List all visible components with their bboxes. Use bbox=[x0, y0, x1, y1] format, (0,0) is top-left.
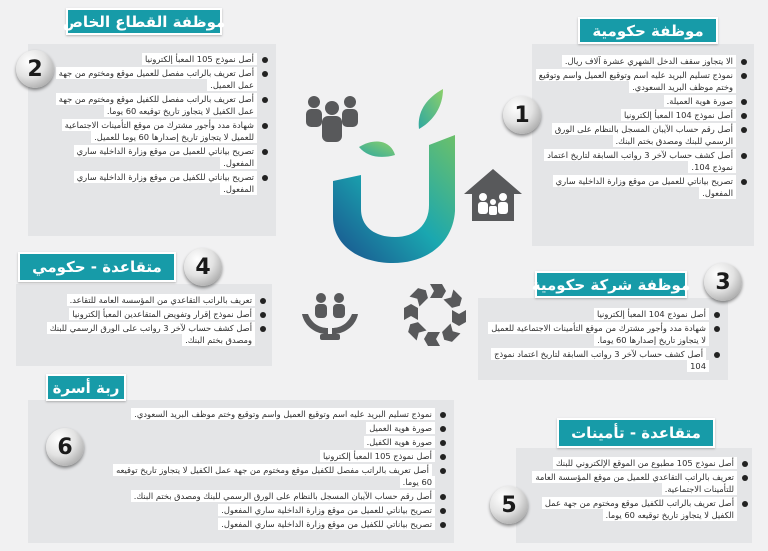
list-item: أصل نموذج 105 المعبأ إلكترونيا bbox=[108, 450, 448, 462]
list-item: الا يتجاوز سقف الدخل الشهري عشرة آلاف ريال. bbox=[537, 55, 749, 67]
list-insurance-retiree bbox=[524, 457, 750, 523]
list-item: صورة هوية الكفيل. bbox=[108, 436, 448, 448]
list-item: تعريف بالراتب التقاعدي من المؤسسة العامة للتقاعد. bbox=[24, 294, 268, 306]
list-item: أصل نموذج 105 مطبوع من الموقع الإلكتروني للبنك bbox=[524, 457, 750, 469]
title-housewife: ربة أسرة bbox=[46, 374, 126, 401]
list-item: تصريح بياناتي للعميل من موقع وزارة الداخلية ساري المفعول. bbox=[537, 175, 749, 199]
list-item: نموذج تسليم البريد عليه اسم وتوقيع العميل واسم وتوقيع وختم موظف البريد السعودي. bbox=[108, 408, 448, 420]
list-item: شهادة مدد وأجور مشترك من موقع التأمينات الاجتماعية للعميل لا يتجاوز تاريخ إصدارها 60 يوما. bbox=[484, 322, 722, 346]
list-item: صورة هوية العميل bbox=[108, 422, 448, 434]
list-item: صورة هوية العميلة. bbox=[537, 95, 749, 107]
list-item: أصل كشف حساب لآخر 3 رواتب على الورق الرسمي للبنك ومصدق بختم البنك. bbox=[24, 322, 268, 346]
list-item: نموذج تسليم البريد عليه اسم وتوقيع العميل واسم وتوقيع وختم موظف البريد السعودي. bbox=[537, 69, 749, 93]
list-item: أصل نموذج إقرار وتفويض المتقاعدين المعبأ إلكترونيا bbox=[24, 308, 268, 320]
number-badge-3: 3 bbox=[704, 263, 742, 301]
list-item: أصل نموذج 104 المعبأ إلكترونيا bbox=[537, 109, 749, 121]
list-item: أصل تعريف بالراتب مفصل للكفيل موقع ومختوم من جهة عمل الكفيل لا يتجاوز تاريخ توقيعه 60 يوما. bbox=[108, 464, 448, 488]
list-item: تصريح بياناتي للكفيل من موقع وزارة الداخلية ساري المفعول. bbox=[108, 518, 448, 530]
list-item: أصل رقم حساب الآيبان المسجل بالنظام على الورق الرسمي للبنك ومصدق بختم البنك. bbox=[108, 490, 448, 502]
list-item: تصريح بياناتي للعميل من موقع وزارة الداخلية ساري المفعول. bbox=[108, 504, 448, 516]
title-government-employee: موظفة حكومية bbox=[578, 17, 718, 44]
list-item: أصل كشف حساب لآخر 3 رواتب السابقة لتاريخ اعتماد نموذج 104 bbox=[484, 348, 722, 372]
hands-people-icon bbox=[300, 290, 360, 342]
list-item: أصل كشف حساب لآخر 3 رواتب السابقة لتاريخ اعتماد نموذج 104. bbox=[537, 149, 749, 173]
list-government-retiree bbox=[24, 294, 268, 348]
number-badge-1: 1 bbox=[503, 96, 541, 134]
list-item: شهادة مدد وأجور مشترك من موقع التأمينات الاجتماعية للعميل لا يتجاوز تاريخ إصدارها 60 يوما للعميل. bbox=[52, 119, 270, 143]
title-private-sector-employee: موظفة القطاع الخاص bbox=[66, 8, 222, 35]
list-item: تصريح بياناتي للعميل من موقع وزارة الداخلية ساري المفعول. bbox=[52, 145, 270, 169]
number-badge-6: 6 bbox=[46, 428, 84, 466]
number-badge-4: 4 bbox=[184, 248, 222, 286]
number-badge-2: 2 bbox=[16, 50, 54, 88]
title-insurance-retiree: متقاعدة - تأمينات bbox=[557, 418, 715, 448]
title-government-retiree: متقاعدة - حكومي bbox=[18, 252, 176, 282]
circular-arrows-icon bbox=[401, 281, 469, 349]
list-housewife bbox=[108, 408, 448, 532]
list-item: أصل تعريف بالراتب مفصل للكفيل موقع ومختوم من جهة عمل الكفيل لا يتجاوز تاريخ توقيعه 60 يوما. bbox=[52, 93, 270, 117]
list-item: تصريح بياناتي للكفيل من موقع وزارة الداخلية ساري المفعول. bbox=[52, 171, 270, 195]
list-government-company-employee bbox=[484, 308, 722, 374]
people-group-icon bbox=[300, 92, 364, 144]
house-family-icon bbox=[461, 166, 525, 224]
title-government-company-employee: موظفة شركة حكومية bbox=[535, 271, 687, 298]
number-badge-5: 5 bbox=[490, 486, 528, 524]
list-private-sector-employee bbox=[52, 53, 270, 197]
list-item: أصل رقم حساب الآيبان المسجل بالنظام على الورق الرسمي للبنك ومصدق بختم البنك. bbox=[537, 123, 749, 147]
list-item: أصل تعريف بالراتب مفصل للعميل موقع ومختوم من جهة عمل العميل. bbox=[52, 67, 270, 91]
list-item: أصل نموذج 104 المعبأ إلكترونيا bbox=[484, 308, 722, 320]
list-government-employee bbox=[537, 55, 749, 201]
list-item: تعريف بالراتب التقاعدي للعميل من موقع المؤسسة العامة للتأمينات الاجتماعية. bbox=[524, 471, 750, 495]
list-item: أصل تعريف بالراتب للكفيل موقع ومختوم من جهة عمل الكفيل لا يتجاوز تاريخ توقيعه 60 يوما. bbox=[524, 497, 750, 521]
list-item: أصل نموذج 105 المعبأ إلكترونيا bbox=[52, 53, 270, 65]
